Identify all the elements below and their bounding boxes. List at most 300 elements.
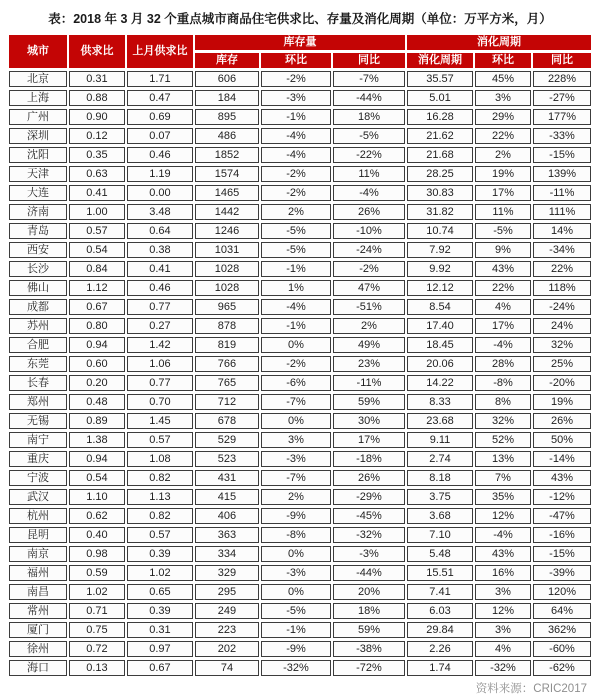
cell-city: 南京 — [9, 546, 67, 562]
cell-cycle-mom: 3% — [475, 584, 531, 600]
cell-inventory: 766 — [195, 356, 259, 372]
cell-city: 上海 — [9, 90, 67, 106]
cell-cycle-yoy: 111% — [533, 204, 591, 220]
cell-prev-month-ratio: 0.31 — [127, 622, 193, 638]
cell-inventory-mom: -1% — [261, 318, 331, 334]
cell-inventory-mom: -6% — [261, 375, 331, 391]
cell-cycle-mom: 43% — [475, 546, 531, 562]
cell-supply-demand-ratio: 0.57 — [69, 223, 125, 239]
cell-inventory-yoy: 2% — [333, 318, 405, 334]
cell-inventory-yoy: 47% — [333, 280, 405, 296]
cell-inventory: 1031 — [195, 242, 259, 258]
cell-supply-demand-ratio: 0.62 — [69, 508, 125, 524]
cell-cycle: 2.26 — [407, 641, 473, 657]
cell-supply-demand-ratio: 0.90 — [69, 109, 125, 125]
cell-cycle-yoy: 139% — [533, 166, 591, 182]
cell-cycle: 23.68 — [407, 413, 473, 429]
cell-inventory-yoy: -29% — [333, 489, 405, 505]
cell-cycle-yoy: -15% — [533, 546, 591, 562]
cell-cycle-mom: 43% — [475, 261, 531, 277]
cell-city: 昆明 — [9, 527, 67, 543]
cell-cycle: 28.25 — [407, 166, 473, 182]
cell-inventory-mom: -1% — [261, 622, 331, 638]
cell-city: 长沙 — [9, 261, 67, 277]
cell-cycle: 14.22 — [407, 375, 473, 391]
table-row — [9, 470, 591, 486]
table-row — [9, 109, 591, 125]
cell-cycle: 3.75 — [407, 489, 473, 505]
cell-cycle-yoy: -12% — [533, 489, 591, 505]
cell-supply-demand-ratio: 0.54 — [69, 242, 125, 258]
cell-cycle-mom: 35% — [475, 489, 531, 505]
cell-inventory-mom: -2% — [261, 71, 331, 87]
cell-cycle: 17.40 — [407, 318, 473, 334]
cell-cycle-yoy: -20% — [533, 375, 591, 391]
cell-supply-demand-ratio: 0.48 — [69, 394, 125, 410]
header-row-groups — [9, 35, 591, 50]
cell-inventory: 329 — [195, 565, 259, 581]
cell-cycle-mom: 4% — [475, 299, 531, 315]
cell-inventory: 184 — [195, 90, 259, 106]
cell-cycle-mom: 8% — [475, 394, 531, 410]
data-source: 资料来源：CRIC2017 — [475, 683, 587, 695]
cell-cycle-mom: 13% — [475, 451, 531, 467]
cell-prev-month-ratio: 0.47 — [127, 90, 193, 106]
cell-city: 无锡 — [9, 413, 67, 429]
cell-cycle: 3.68 — [407, 508, 473, 524]
cell-prev-month-ratio: 0.82 — [127, 470, 193, 486]
cell-prev-month-ratio: 0.46 — [127, 280, 193, 296]
header-supply-demand-ratio: 供求比 — [69, 35, 125, 68]
cell-inventory-mom: -4% — [261, 147, 331, 163]
table-row — [9, 204, 591, 220]
cell-inventory-yoy: -4% — [333, 185, 405, 201]
cell-cycle-yoy: -47% — [533, 508, 591, 524]
cell-cycle: 8.18 — [407, 470, 473, 486]
cell-prev-month-ratio: 0.41 — [127, 261, 193, 277]
table-body — [9, 71, 591, 676]
cell-prev-month-ratio: 0.39 — [127, 546, 193, 562]
cell-prev-month-ratio: 0.97 — [127, 641, 193, 657]
cell-supply-demand-ratio: 0.67 — [69, 299, 125, 315]
cell-cycle-mom: -4% — [475, 527, 531, 543]
cell-prev-month-ratio: 1.19 — [127, 166, 193, 182]
cell-supply-demand-ratio: 0.71 — [69, 603, 125, 619]
cell-inventory-yoy: 26% — [333, 204, 405, 220]
cell-cycle-mom: 29% — [475, 109, 531, 125]
cell-supply-demand-ratio: 1.00 — [69, 204, 125, 220]
cell-inventory: 765 — [195, 375, 259, 391]
table-row — [9, 565, 591, 581]
cell-inventory-mom: -5% — [261, 223, 331, 239]
cell-inventory-mom: -3% — [261, 451, 331, 467]
header-inventory-yoy: 同比 — [333, 53, 405, 68]
table-row — [9, 546, 591, 562]
cell-cycle: 5.48 — [407, 546, 473, 562]
cell-city: 北京 — [9, 71, 67, 87]
cell-cycle-mom: 7% — [475, 470, 531, 486]
cell-inventory-mom: -5% — [261, 242, 331, 258]
cell-inventory-mom: -32% — [261, 660, 331, 676]
cell-supply-demand-ratio: 0.94 — [69, 337, 125, 353]
cell-cycle: 21.62 — [407, 128, 473, 144]
cell-cycle-yoy: -14% — [533, 451, 591, 467]
header-inventory-group: 库存量 — [195, 35, 405, 50]
cell-cycle: 5.01 — [407, 90, 473, 106]
cell-cycle-yoy: -27% — [533, 90, 591, 106]
cell-prev-month-ratio: 0.77 — [127, 375, 193, 391]
cell-city: 郑州 — [9, 394, 67, 410]
cell-prev-month-ratio: 0.65 — [127, 584, 193, 600]
cell-cycle-yoy: 228% — [533, 71, 591, 87]
cell-prev-month-ratio: 1.45 — [127, 413, 193, 429]
cell-inventory-yoy: 17% — [333, 432, 405, 448]
cell-supply-demand-ratio: 0.89 — [69, 413, 125, 429]
cell-cycle: 20.06 — [407, 356, 473, 372]
cell-inventory-mom: -7% — [261, 394, 331, 410]
cell-inventory: 334 — [195, 546, 259, 562]
cell-city: 沈阳 — [9, 147, 67, 163]
cell-cycle-mom: 45% — [475, 71, 531, 87]
table-header — [9, 35, 591, 68]
cell-city: 重庆 — [9, 451, 67, 467]
cell-supply-demand-ratio: 0.13 — [69, 660, 125, 676]
table-row — [9, 432, 591, 448]
cell-supply-demand-ratio: 0.35 — [69, 147, 125, 163]
cell-prev-month-ratio: 1.13 — [127, 489, 193, 505]
cell-cycle: 1.74 — [407, 660, 473, 676]
cell-cycle-mom: 9% — [475, 242, 531, 258]
cell-inventory-yoy: -18% — [333, 451, 405, 467]
cell-inventory-mom: 3% — [261, 432, 331, 448]
cell-inventory: 712 — [195, 394, 259, 410]
cell-inventory-mom: -4% — [261, 128, 331, 144]
cell-city: 海口 — [9, 660, 67, 676]
cell-cycle-yoy: 14% — [533, 223, 591, 239]
cell-supply-demand-ratio: 0.12 — [69, 128, 125, 144]
cell-inventory: 1246 — [195, 223, 259, 239]
cell-city: 徐州 — [9, 641, 67, 657]
cell-cycle-mom: -5% — [475, 223, 531, 239]
cell-cycle-yoy: 50% — [533, 432, 591, 448]
cell-cycle-mom: -32% — [475, 660, 531, 676]
cell-cycle: 7.92 — [407, 242, 473, 258]
cell-cycle: 9.92 — [407, 261, 473, 277]
cell-city: 南昌 — [9, 584, 67, 600]
cell-inventory-yoy: -3% — [333, 546, 405, 562]
cell-prev-month-ratio: 3.48 — [127, 204, 193, 220]
table-row — [9, 90, 591, 106]
cell-inventory-mom: 0% — [261, 337, 331, 353]
cell-cycle: 9.11 — [407, 432, 473, 448]
cell-city: 广州 — [9, 109, 67, 125]
cell-city: 宁波 — [9, 470, 67, 486]
cell-inventory-yoy: -22% — [333, 147, 405, 163]
cell-city: 杭州 — [9, 508, 67, 524]
cell-inventory: 431 — [195, 470, 259, 486]
cell-cycle-mom: -8% — [475, 375, 531, 391]
cell-prev-month-ratio: 0.07 — [127, 128, 193, 144]
cell-inventory-mom: -4% — [261, 299, 331, 315]
cell-cycle-mom: 19% — [475, 166, 531, 182]
table-row — [9, 413, 591, 429]
cell-inventory-mom: -2% — [261, 185, 331, 201]
cell-inventory-mom: 2% — [261, 489, 331, 505]
cell-cycle-mom: 12% — [475, 603, 531, 619]
cell-supply-demand-ratio: 0.59 — [69, 565, 125, 581]
cell-city: 大连 — [9, 185, 67, 201]
table-row — [9, 622, 591, 638]
cell-cycle-yoy: 24% — [533, 318, 591, 334]
cell-inventory-yoy: 20% — [333, 584, 405, 600]
cell-inventory-mom: -3% — [261, 90, 331, 106]
cell-supply-demand-ratio: 1.38 — [69, 432, 125, 448]
cell-cycle: 29.84 — [407, 622, 473, 638]
cell-cycle-mom: 16% — [475, 565, 531, 581]
cell-cycle: 16.28 — [407, 109, 473, 125]
cell-prev-month-ratio: 0.67 — [127, 660, 193, 676]
cell-cycle-mom: 52% — [475, 432, 531, 448]
header-cycle-yoy: 同比 — [533, 53, 591, 68]
cell-prev-month-ratio: 1.71 — [127, 71, 193, 87]
cell-cycle: 18.45 — [407, 337, 473, 353]
cell-prev-month-ratio: 0.57 — [127, 527, 193, 543]
cell-prev-month-ratio: 1.08 — [127, 451, 193, 467]
cell-prev-month-ratio: 0.82 — [127, 508, 193, 524]
cell-inventory-mom: -1% — [261, 109, 331, 125]
cell-city: 合肥 — [9, 337, 67, 353]
cell-cycle-yoy: 362% — [533, 622, 591, 638]
table-row — [9, 603, 591, 619]
cell-inventory-yoy: -7% — [333, 71, 405, 87]
cell-city: 成都 — [9, 299, 67, 315]
cell-inventory-yoy: -51% — [333, 299, 405, 315]
cell-cycle-mom: 17% — [475, 318, 531, 334]
cell-prev-month-ratio: 1.02 — [127, 565, 193, 581]
cell-supply-demand-ratio: 0.80 — [69, 318, 125, 334]
table-row — [9, 508, 591, 524]
cell-cycle-yoy: 26% — [533, 413, 591, 429]
table-row — [9, 584, 591, 600]
cell-inventory: 678 — [195, 413, 259, 429]
cell-inventory-yoy: 49% — [333, 337, 405, 353]
cell-cycle-mom: 22% — [475, 128, 531, 144]
cell-city: 东莞 — [9, 356, 67, 372]
cell-inventory: 819 — [195, 337, 259, 353]
cell-inventory-yoy: 26% — [333, 470, 405, 486]
cell-supply-demand-ratio: 0.54 — [69, 470, 125, 486]
cell-inventory: 202 — [195, 641, 259, 657]
cell-supply-demand-ratio: 0.41 — [69, 185, 125, 201]
cell-cycle: 12.12 — [407, 280, 473, 296]
cell-cycle: 2.74 — [407, 451, 473, 467]
cell-cycle-yoy: -16% — [533, 527, 591, 543]
cell-inventory-yoy: -2% — [333, 261, 405, 277]
cell-cycle-yoy: -15% — [533, 147, 591, 163]
table-row — [9, 375, 591, 391]
cell-cycle-yoy: -34% — [533, 242, 591, 258]
table-row — [9, 489, 591, 505]
table-row — [9, 337, 591, 353]
cell-prev-month-ratio: 0.64 — [127, 223, 193, 239]
table-row — [9, 242, 591, 258]
cell-supply-demand-ratio: 0.60 — [69, 356, 125, 372]
cell-supply-demand-ratio: 0.84 — [69, 261, 125, 277]
table-row — [9, 166, 591, 182]
header-cycle-mom: 环比 — [475, 53, 531, 68]
cell-inventory-yoy: -5% — [333, 128, 405, 144]
cell-supply-demand-ratio: 0.31 — [69, 71, 125, 87]
cell-inventory: 965 — [195, 299, 259, 315]
cell-prev-month-ratio: 1.06 — [127, 356, 193, 372]
cell-city: 济南 — [9, 204, 67, 220]
cell-prev-month-ratio: 0.38 — [127, 242, 193, 258]
cell-city: 苏州 — [9, 318, 67, 334]
cell-inventory-mom: -2% — [261, 356, 331, 372]
cell-inventory-mom: -9% — [261, 641, 331, 657]
cell-inventory: 223 — [195, 622, 259, 638]
cell-cycle-mom: 3% — [475, 622, 531, 638]
cell-inventory-mom: -8% — [261, 527, 331, 543]
table-row — [9, 299, 591, 315]
cell-prev-month-ratio: 0.69 — [127, 109, 193, 125]
table-title: 表：2018 年 3 月 32 个重点城市商品住宅供求比、存量及消化周期（单位：万平方米，月） — [48, 12, 552, 26]
cell-cycle-mom: 22% — [475, 280, 531, 296]
cell-prev-month-ratio: 0.70 — [127, 394, 193, 410]
cell-inventory: 363 — [195, 527, 259, 543]
cell-cycle-yoy: 43% — [533, 470, 591, 486]
header-cycle: 消化周期 — [407, 53, 473, 68]
cell-cycle: 7.10 — [407, 527, 473, 543]
housing-table — [7, 32, 593, 679]
cell-prev-month-ratio: 0.27 — [127, 318, 193, 334]
cell-inventory-yoy: -10% — [333, 223, 405, 239]
cell-inventory: 1028 — [195, 280, 259, 296]
cell-cycle-yoy: -24% — [533, 299, 591, 315]
table-row — [9, 451, 591, 467]
cell-cycle-yoy: 25% — [533, 356, 591, 372]
cell-supply-demand-ratio: 0.75 — [69, 622, 125, 638]
table-row — [9, 318, 591, 334]
cell-inventory-yoy: -38% — [333, 641, 405, 657]
table-row — [9, 660, 591, 676]
cell-prev-month-ratio: 1.42 — [127, 337, 193, 353]
cell-cycle: 8.33 — [407, 394, 473, 410]
cell-inventory: 295 — [195, 584, 259, 600]
cell-inventory: 1852 — [195, 147, 259, 163]
cell-supply-demand-ratio: 0.40 — [69, 527, 125, 543]
cell-inventory: 878 — [195, 318, 259, 334]
table-row — [9, 261, 591, 277]
cell-inventory-yoy: 30% — [333, 413, 405, 429]
header-prev-month-ratio: 上月供求比 — [127, 35, 193, 68]
cell-supply-demand-ratio: 0.63 — [69, 166, 125, 182]
cell-cycle-mom: 11% — [475, 204, 531, 220]
cell-city: 武汉 — [9, 489, 67, 505]
table-row — [9, 147, 591, 163]
cell-inventory-mom: 1% — [261, 280, 331, 296]
cell-inventory: 1028 — [195, 261, 259, 277]
cell-cycle-mom: -4% — [475, 337, 531, 353]
cell-inventory-mom: 0% — [261, 413, 331, 429]
table-row — [9, 185, 591, 201]
cell-inventory-yoy: -44% — [333, 90, 405, 106]
cell-city: 南宁 — [9, 432, 67, 448]
cell-supply-demand-ratio: 1.12 — [69, 280, 125, 296]
table-row — [9, 128, 591, 144]
cell-cycle-yoy: -62% — [533, 660, 591, 676]
cell-supply-demand-ratio: 1.10 — [69, 489, 125, 505]
cell-inventory: 529 — [195, 432, 259, 448]
cell-inventory: 415 — [195, 489, 259, 505]
cell-inventory: 486 — [195, 128, 259, 144]
table-row — [9, 71, 591, 87]
cell-cycle-yoy: -39% — [533, 565, 591, 581]
cell-inventory-mom: -7% — [261, 470, 331, 486]
cell-city: 深圳 — [9, 128, 67, 144]
cell-inventory-yoy: 18% — [333, 603, 405, 619]
cell-prev-month-ratio: 0.00 — [127, 185, 193, 201]
cell-city: 青岛 — [9, 223, 67, 239]
cell-cycle-mom: 4% — [475, 641, 531, 657]
table-row — [9, 223, 591, 239]
cell-cycle-yoy: -33% — [533, 128, 591, 144]
cell-inventory-yoy: -24% — [333, 242, 405, 258]
cell-supply-demand-ratio: 0.88 — [69, 90, 125, 106]
cell-inventory-yoy: 59% — [333, 622, 405, 638]
cell-inventory-yoy: -32% — [333, 527, 405, 543]
cell-city: 长春 — [9, 375, 67, 391]
cell-cycle-mom: 2% — [475, 147, 531, 163]
cell-inventory-yoy: 59% — [333, 394, 405, 410]
cell-cycle: 10.74 — [407, 223, 473, 239]
cell-inventory-yoy: 23% — [333, 356, 405, 372]
cell-cycle: 30.83 — [407, 185, 473, 201]
header-cycle-group: 消化周期 — [407, 35, 591, 50]
cell-cycle-yoy: 64% — [533, 603, 591, 619]
cell-inventory: 523 — [195, 451, 259, 467]
cell-cycle-mom: 17% — [475, 185, 531, 201]
cell-cycle-yoy: 22% — [533, 261, 591, 277]
table-row — [9, 280, 591, 296]
cell-cycle: 31.82 — [407, 204, 473, 220]
cell-cycle-mom: 28% — [475, 356, 531, 372]
cell-cycle-mom: 3% — [475, 90, 531, 106]
cell-cycle-yoy: -11% — [533, 185, 591, 201]
cell-cycle: 6.03 — [407, 603, 473, 619]
cell-supply-demand-ratio: 0.98 — [69, 546, 125, 562]
cell-inventory: 1574 — [195, 166, 259, 182]
cell-inventory-mom: -1% — [261, 261, 331, 277]
header-city: 城市 — [9, 35, 67, 68]
cell-inventory: 406 — [195, 508, 259, 524]
cell-inventory: 895 — [195, 109, 259, 125]
cell-inventory-mom: 2% — [261, 204, 331, 220]
cell-prev-month-ratio: 0.39 — [127, 603, 193, 619]
cell-inventory: 249 — [195, 603, 259, 619]
cell-inventory-yoy: 11% — [333, 166, 405, 182]
table-row — [9, 527, 591, 543]
cell-city: 厦门 — [9, 622, 67, 638]
cell-city: 西安 — [9, 242, 67, 258]
cell-prev-month-ratio: 0.57 — [127, 432, 193, 448]
cell-cycle-mom: 12% — [475, 508, 531, 524]
cell-inventory: 1442 — [195, 204, 259, 220]
cell-cycle-mom: 32% — [475, 413, 531, 429]
cell-prev-month-ratio: 0.46 — [127, 147, 193, 163]
cell-cycle-yoy: 32% — [533, 337, 591, 353]
cell-inventory-yoy: -72% — [333, 660, 405, 676]
